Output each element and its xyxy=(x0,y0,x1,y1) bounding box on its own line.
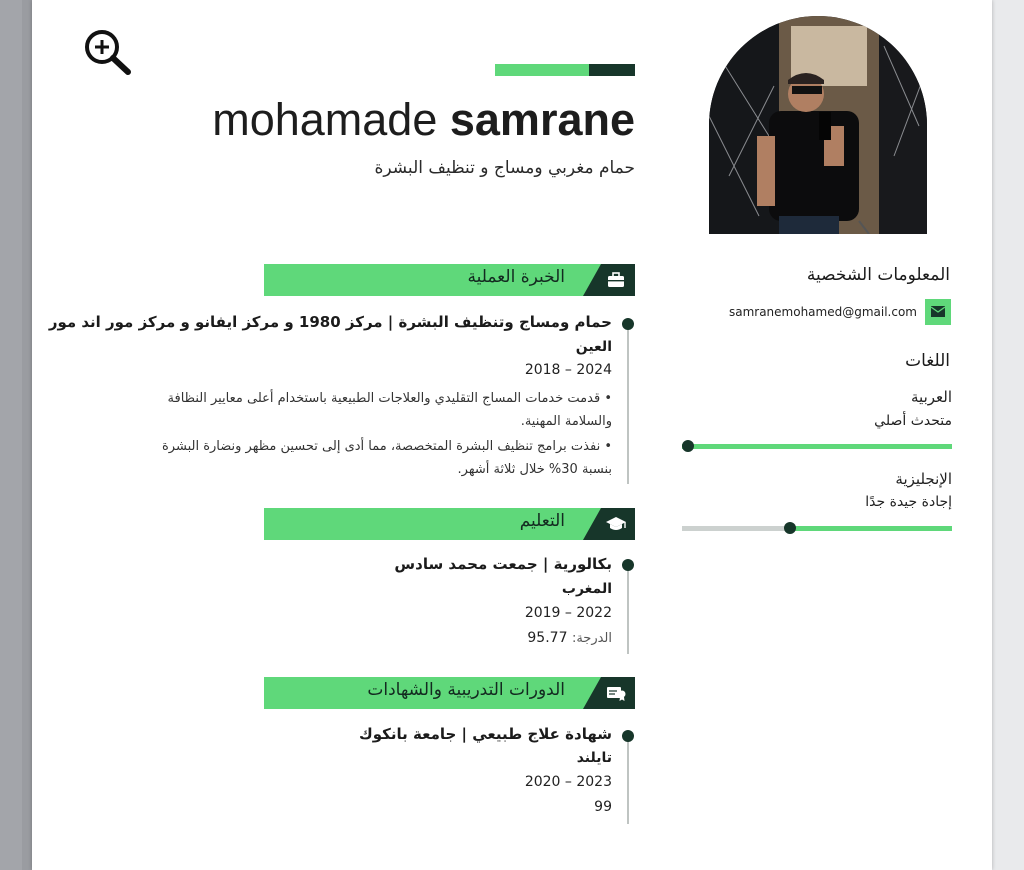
briefcase-icon xyxy=(605,270,627,290)
experience-bullet-1-line-1: • قدمت خدمات المساج التقليدي والعلاجات الطبيعية باستخدام أعلى معايير النظافة xyxy=(167,391,612,406)
education-title-entry: بكالورية | جمعت محمد سادس xyxy=(394,555,612,573)
first-name: mohamade xyxy=(212,94,438,145)
experience-title: الخبرة العملية xyxy=(467,267,565,287)
zoom-in-icon[interactable] xyxy=(82,28,132,78)
experience-date: 2024 – 2018 xyxy=(524,362,612,378)
courses-timeline xyxy=(627,738,629,824)
course-date: 2023 – 2020 xyxy=(524,774,612,790)
experience-timeline-dot xyxy=(622,318,634,330)
course-score: 99 xyxy=(594,799,612,815)
viewer-left-margin xyxy=(0,0,22,870)
courses-section-header xyxy=(264,677,635,709)
experience-job-title: حمام ومساج وتنظيف البشرة | مركز 1980 و مركز ايفانو و مركز مور اند مور xyxy=(48,313,612,331)
certificate-icon xyxy=(605,683,627,703)
personal-info-title: المعلومات الشخصية xyxy=(806,265,950,285)
grade-label: الدرجة: xyxy=(571,631,612,646)
language-1-level: متحدث أصلي xyxy=(874,413,952,429)
graduation-cap-icon xyxy=(605,514,627,534)
courses-timeline-dot xyxy=(622,730,634,742)
language-2-name: الإنجليزية xyxy=(895,470,952,488)
education-timeline-dot xyxy=(622,559,634,571)
language-2-level: إجادة جيدة جدًا xyxy=(865,494,952,510)
language-1-name: العربية xyxy=(911,388,952,406)
resume-page xyxy=(32,0,992,870)
job-title: حمام مغربي ومساج و تنظيف البشرة xyxy=(374,158,635,178)
languages-title: اللغات xyxy=(905,351,950,371)
header-accent-bar xyxy=(495,64,635,76)
experience-bullet-2-line-2: بنسبة 30% خلال ثلاثة أشهر. xyxy=(457,462,612,477)
course-title: شهادة علاج طبيعي | جامعة بانكوك xyxy=(359,725,612,743)
experience-timeline xyxy=(627,326,629,484)
course-location: تايلند xyxy=(576,750,612,766)
grade-value: 95.77 xyxy=(527,630,568,646)
language-1-proficiency-bar xyxy=(682,444,952,449)
experience-bullet-2-line-1: • نفذت برامج تنظيف البشرة المتخصصة، مما أدى إلى تحسين مظهر ونضارة البشرة xyxy=(162,439,612,454)
courses-title: الدورات التدريبية والشهادات xyxy=(367,680,565,700)
email-address[interactable]: samranemohamed@gmail.com xyxy=(728,305,917,319)
experience-bullet-1-line-2: والسلامة المهنية. xyxy=(520,414,612,429)
education-location: المغرب xyxy=(561,581,612,597)
experience-section-header xyxy=(264,264,635,296)
viewer-scrollbar-area[interactable] xyxy=(992,0,1024,870)
envelope-icon xyxy=(925,299,951,325)
experience-location: العين xyxy=(575,339,612,355)
education-timeline xyxy=(627,568,629,654)
education-title: التعليم xyxy=(519,511,565,531)
language-2-proficiency-bar xyxy=(682,526,952,531)
candidate-name xyxy=(212,92,635,148)
last-name: samrane xyxy=(449,94,635,145)
education-grade xyxy=(527,630,612,646)
education-section-header xyxy=(264,508,635,540)
education-date: 2022 – 2019 xyxy=(524,605,612,621)
profile-photo xyxy=(709,16,927,234)
